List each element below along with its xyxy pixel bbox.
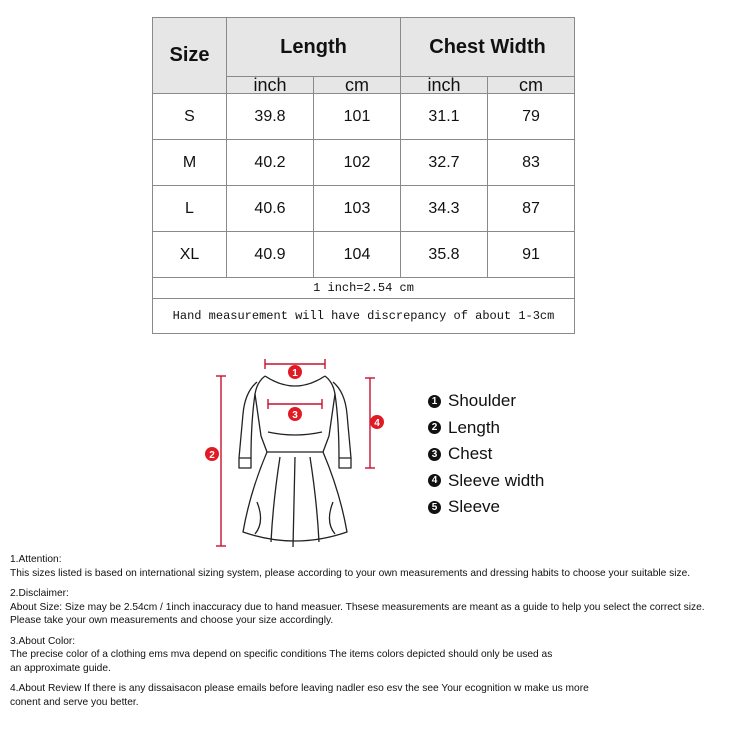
size-notes	[10, 553, 748, 716]
marker-2-label: 2	[209, 450, 215, 461]
legend-item-length	[428, 415, 544, 442]
note-title: 1.Attention:	[10, 554, 62, 565]
note-text: The precise color of a clothing ems mva depend on specific conditions The items colors depicted should only be used as	[10, 649, 553, 660]
legend-item-chest	[428, 441, 544, 468]
unit-length-inch: inch	[227, 77, 314, 94]
length-inch-cell: 39.8	[227, 94, 314, 140]
marker-3-label: 3	[292, 410, 298, 421]
conversion-note-row	[153, 278, 575, 299]
chest-inch-cell: 35.8	[401, 232, 488, 278]
discrepancy-note-row	[153, 299, 575, 334]
measurement-legend	[428, 388, 544, 521]
number-1-icon: 1	[428, 395, 441, 408]
length-cm-cell: 104	[314, 232, 401, 278]
length-inch-cell: 40.6	[227, 186, 314, 232]
marker-1-label: 1	[292, 368, 298, 379]
marker-1	[288, 365, 302, 379]
size-cell: XL	[153, 232, 227, 278]
conversion-note: 1 inch=2.54 cm	[153, 278, 575, 299]
number-5-icon: 5	[428, 501, 441, 514]
table-header-row	[153, 18, 575, 77]
note-text: About Size: Size may be 2.54cm / 1inch inaccuracy due to hand measuer. Thsese measurements are meant as a guide to help you select the correct size.	[10, 601, 705, 613]
note-title: 3.About Color:	[10, 635, 76, 647]
length-cm-cell: 101	[314, 94, 401, 140]
legend-item-sleeve	[428, 494, 544, 521]
note-title: 2.Disclaimer:	[10, 588, 69, 599]
table-row	[153, 94, 575, 140]
chest-cm-cell: 79	[488, 94, 575, 140]
legend-label: Shoulder	[448, 391, 517, 411]
legend-label: Sleeve	[448, 497, 500, 517]
chest-cm-cell: 91	[488, 232, 575, 278]
legend-label: Length	[448, 417, 500, 437]
chest-cm-cell: 87	[488, 186, 575, 232]
header-chest-width: Chest Width	[401, 18, 575, 77]
legend-item-shoulder	[428, 388, 544, 415]
length-cm-cell: 103	[314, 186, 401, 232]
chest-inch-cell: 32.7	[401, 140, 488, 186]
table-row	[153, 232, 575, 278]
length-inch-cell: 40.9	[227, 232, 314, 278]
table-row	[153, 186, 575, 232]
unit-chest-cm: cm	[488, 77, 575, 94]
size-cell: M	[153, 140, 227, 186]
marker-3	[288, 407, 302, 421]
header-length: Length	[227, 18, 401, 77]
dress-measurement-diagram	[195, 352, 395, 552]
unit-chest-inch: inch	[401, 77, 488, 94]
header-size: Size	[153, 18, 227, 94]
legend-label: Sleeve width	[448, 470, 545, 490]
number-3-icon: 3	[428, 448, 441, 461]
note-text: conent and serve you better.	[10, 696, 139, 708]
disclaimer-note	[10, 587, 748, 628]
length-inch-cell: 40.2	[227, 140, 314, 186]
note-text: This sizes listed is based on international sizing system, please according to your own measurements and dressing habits to choose your suitable size.	[10, 567, 691, 579]
chest-inch-cell: 31.1	[401, 94, 488, 140]
chest-cm-cell: 83	[488, 140, 575, 186]
length-cm-cell: 102	[314, 140, 401, 186]
number-2-icon: 2	[428, 421, 441, 434]
note-text: Please take your own measurements and choose your size accordingly.	[10, 615, 334, 626]
legend-item-sleeve-width	[428, 468, 544, 495]
dress-outline	[239, 376, 351, 547]
table-row	[153, 140, 575, 186]
attention-note	[10, 553, 748, 580]
marker-4	[370, 415, 384, 429]
legend-label: Chest	[448, 444, 493, 464]
marker-4-label: 4	[374, 418, 380, 429]
size-cell: L	[153, 186, 227, 232]
review-note	[10, 682, 748, 709]
size-chart-table	[152, 17, 575, 334]
size-cell: S	[153, 94, 227, 140]
chest-inch-cell: 34.3	[401, 186, 488, 232]
note-text: 4.About Review If there is any dissaisacon please emails before leaving nadler eso esv the see Your ecognition w make us more	[10, 683, 589, 694]
note-text: an approximate guide.	[10, 662, 111, 674]
discrepancy-note: Hand measurement will have discrepancy of about 1-3cm	[153, 299, 575, 334]
unit-length-cm: cm	[314, 77, 401, 94]
color-note	[10, 635, 748, 676]
marker-2	[205, 447, 219, 461]
number-4-icon: 4	[428, 474, 441, 487]
